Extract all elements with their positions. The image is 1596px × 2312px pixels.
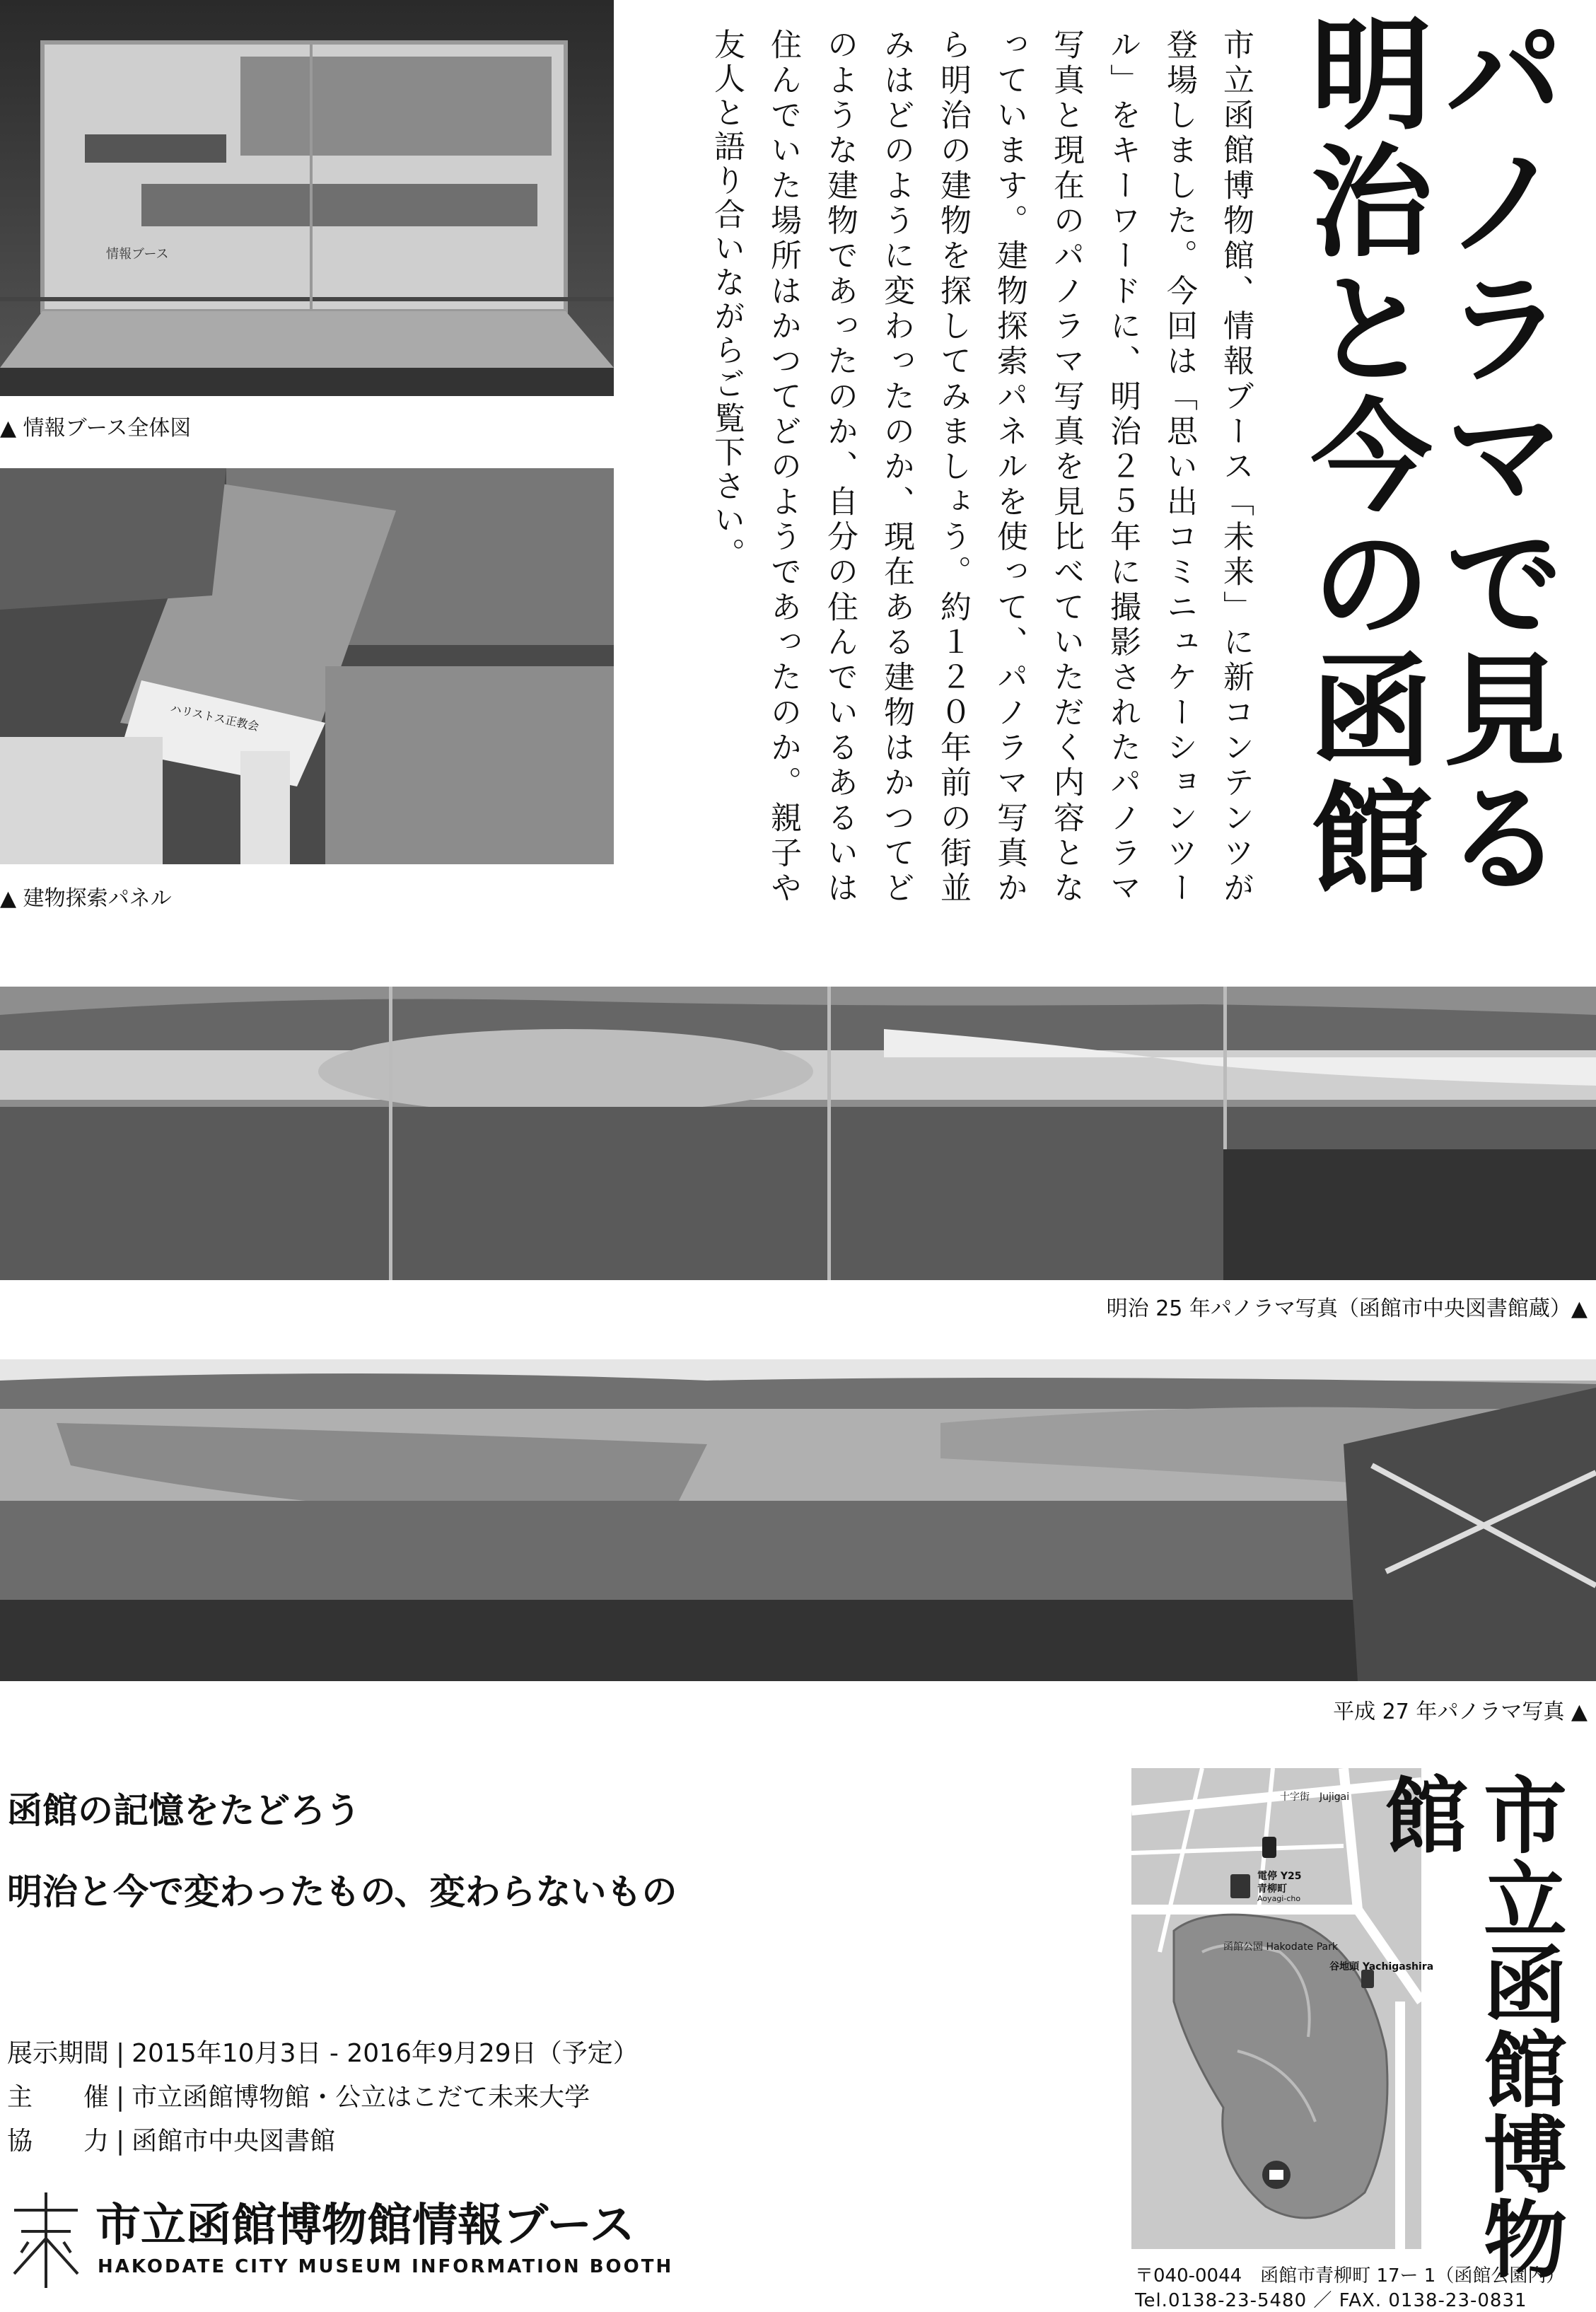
mirai-logo-mark bbox=[7, 2185, 85, 2291]
booth-photo bbox=[0, 0, 614, 396]
panel-photo bbox=[0, 468, 614, 864]
meiji-caption: 明治 25 年パノラマ写真（函館市中央図書館蔵）▲ bbox=[1106, 1296, 1588, 1321]
address: 〒040-0044 函館市青柳町 17ー 1（函館公園内） bbox=[1135, 2265, 1565, 2287]
info-label: 協 力 bbox=[7, 2127, 110, 2156]
info-row-period bbox=[7, 2033, 639, 2077]
map-label-aoyagi: 青柳町 bbox=[1257, 1883, 1287, 1895]
info-value: 2015年10月3日 - 2016年9月29日（予定） bbox=[132, 2039, 639, 2068]
logo-text-en: HAKODATE CITY MUSEUM INFORMATION BOOTH bbox=[98, 2256, 674, 2277]
booth-logo bbox=[7, 2178, 686, 2299]
info-row-organizer bbox=[7, 2077, 639, 2121]
map-label-park: 函館公園 Hakodate Park bbox=[1223, 1941, 1339, 1953]
info-label: 展示期間 bbox=[7, 2039, 110, 2068]
map-label-yachigashira: 谷地頭 Yachigashira bbox=[1329, 1961, 1434, 1973]
heisei-caption: 平成 27 年パノラマ写真 ▲ bbox=[1333, 1700, 1588, 1724]
headline-1: 函館の記憶をたどろう bbox=[7, 1789, 361, 1831]
booth-caption: ▲ 情報ブース全体図 bbox=[0, 416, 192, 441]
info-separator: | bbox=[116, 2127, 125, 2156]
page-title: パノラマで見る明治と今の函館 bbox=[1291, 11, 1566, 902]
map-label-jujigai: 十字街 Jujigai bbox=[1280, 1791, 1350, 1803]
meiji-panorama bbox=[0, 987, 1596, 1280]
panel-caption: ▲ 建物探索パネル bbox=[0, 886, 172, 911]
info-separator: | bbox=[116, 2039, 125, 2068]
map-label-aoyagi-en: Aoyagi-cho bbox=[1257, 1894, 1301, 1903]
info-value: 市立函館博物館・公立はこだて未来大学 bbox=[132, 2083, 590, 2112]
info-label: 主 催 bbox=[7, 2083, 110, 2112]
body-text: 市立函館博物館、情報ブース「未来」に新コンテンツが登場しました。今回は「思い出コミニュケーションツール」をキーワードに、明治２５年に撮影されたパノラマ写真と現在のパノラマ写真を見比べていただく内容となっています。建物探索パネルを使って、パノラマ写真から明治の建物を探してみましょう。約１２０年前の街並みはどのように変わったのか、現在ある建物はかつてどのような建物であったのか、自分の住んでいるあるいは住んでいた場所はかつてどのようであったのか。親子や友人と語り合いながらご覧下さい。 bbox=[709, 28, 1254, 905]
logo-text-jp: 市立函館博物館情報ブース bbox=[95, 2200, 635, 2252]
headline-2: 明治と今で変わったもの、変わらないもの bbox=[7, 1871, 677, 1912]
info-row-cooperation bbox=[7, 2121, 639, 2165]
booth-sign: 情報ブース bbox=[106, 247, 169, 262]
heisei-panorama bbox=[0, 1359, 1596, 1681]
info-value: 函館市中央図書館 bbox=[132, 2127, 336, 2156]
info-list bbox=[7, 2033, 639, 2165]
panel-card-text: ハリストス正教会 bbox=[169, 701, 260, 734]
info-separator: | bbox=[116, 2083, 125, 2112]
map-label-tram-stop: 電停 Y25 bbox=[1257, 1871, 1302, 1882]
museum-name: 市立函館博物館 bbox=[1370, 1772, 1568, 2281]
contact: Tel.0138-23-5480 ／ FAX. 0138-23-0831 bbox=[1135, 2290, 1527, 2311]
